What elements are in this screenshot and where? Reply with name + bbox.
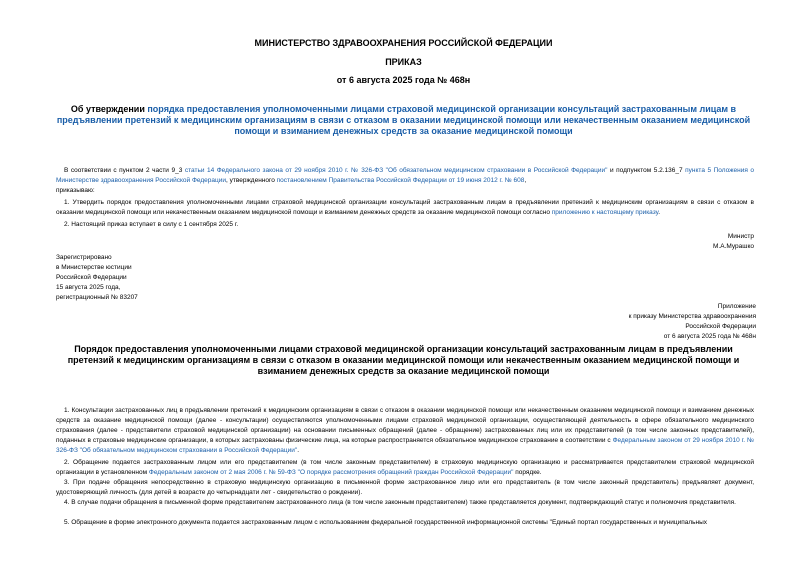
appendix-ref-line-4: от 6 августа 2025 года № 468н <box>663 333 756 340</box>
registration-line-3: Российской Федерации <box>56 274 127 281</box>
signature-name: М.А.Мурашко <box>712 243 754 250</box>
point-4: 4. В случае подачи обращения в письменной форме представителем застрахованного лица (в том числе законным представителем) также представляется документ, подтверждающий статус и полномочия представителя. <box>64 499 736 506</box>
preamble-text-3: , утвержденного <box>226 177 277 184</box>
point-1-text: 1. Консультации застрахованных лиц в предъявлении претензий к медицинским организациям в связи с отказом в оказании медицинской помощи или некачественным оказанием медицинской помощи и взиманием денежных средств за оказание медицинской помощи (далее - консультации) осуществляются уполномоченными лицами страховой медицинской организации, осуществляющей деятельность в сфере обязательного медицинского страхования (далее - представители страховой медицинской организации) на основании письменных обращений (далее - обращение) застрахованных лиц или их представителей (в том числе законных представителей), поданных в страховые медицинские организации, в которых застрахованы физические лица, на которые распространяется обязательное медицинское страхование в соответствии с <box>56 407 754 444</box>
preamble-paragraph <box>56 166 754 186</box>
ministry-heading: МИНИСТЕРСТВО ЗДРАВООХРАНЕНИЯ РОССИЙСКОЙ ФЕДЕРАЦИИ <box>254 38 553 48</box>
point-2-text: 2. Обращение подается застрахованным лицом или его представителем (в том числе законным представителем) в страховую медицинскую организацию и рассматривается представителем страховой медицинской организации в установленном <box>56 459 754 476</box>
law-326-article-link[interactable]: статьи 14 Федерального закона от 29 ноября 2010 г. № 326-ФЗ "Об обязательном медицинском страховании в Российской Федерации" <box>184 167 608 174</box>
appendix-title: Порядок предоставления уполномоченными лицами страховой медицинской организации консультаций застрахованным лицам в предъявлении претензий к медицинским организациям в связи с отказом в оказании медицинской помощи или некачественным оказанием медицинской помощи и взиманием денежных средств за оказание медицинской помощи <box>67 344 740 376</box>
order-item-1-text: 1. Утвердить порядок предоставления уполномоченными лицами страховой медицинской организации консультаций застрахованным лицам в предъявлении претензий к медицинским организациям в связи с отказом в оказании медицинской помощи или некачественным оказанием медицинской помощи и взиманием денежных средств за оказание медицинской помощи согласно <box>56 199 754 216</box>
signature-position: Министр <box>727 233 754 240</box>
appendix-ref-line-3: Российской Федерации <box>685 323 756 330</box>
order-title-link[interactable]: порядка предоставления уполномоченными лицами страховой медицинской организации консультаций застрахованным лицам в предъявлении претензий к медицинским организациям в связи с отказом в оказании медицинской помощи или некачественным оказанием медицинской помощи и взиманием денежных средств за оказание медицинской помощи <box>56 104 751 136</box>
preamble-text-4: , <box>524 177 527 184</box>
point-2 <box>56 458 754 478</box>
preamble-text-1: В соответствии с пунктом 2 части 9_3 <box>64 167 185 174</box>
document-type: ПРИКАЗ <box>385 57 422 67</box>
government-decree-link[interactable]: постановлением Правительства Российской Федерации от 19 июня 2012 г. № 608 <box>276 177 525 184</box>
document-date-number: от 6 августа 2025 года № 468н <box>336 75 471 85</box>
preamble-text-2: и подпунктом 5.2.136_7 <box>607 167 686 174</box>
point-1-end: . <box>297 447 300 454</box>
order-item-2: 2. Настоящий приказ вступает в силу с 1 сентября 2025 г. <box>64 221 239 228</box>
ministry-regulation-link[interactable]: пункта 5 Положения о Министерстве здравоохранения Российской Федерации <box>56 167 755 184</box>
order-item-1-end: . <box>658 209 661 216</box>
registration-line-1: Зарегистрировано <box>56 254 112 261</box>
point-5: 5. Обращение в форме электронного документа подается застрахованным лицом с использованием федеральной государственной информационной системы "Единый портал государственных и муниципальных <box>64 519 708 526</box>
law-59-link[interactable]: Федеральным законом от 2 мая 2006 г. № 59-ФЗ "О порядке рассмотрения обращений граждан Российской Федерации" <box>148 469 514 476</box>
point-3: 3. При подаче обращения непосредственно в страховую медицинскую организацию в письменной форме застрахованное лицо или его представитель (в том числе законный представитель) предъявляет документ, удостоверяющий личность (для детей в возрасте до четырнадцати лет - свидетельство о рождении). <box>56 479 754 496</box>
order-title-prefix: Об утверждении <box>70 104 148 114</box>
appendix-link[interactable]: приложению к настоящему приказу <box>551 209 659 216</box>
appendix-reference <box>556 302 756 342</box>
registration-block <box>56 253 256 303</box>
registration-line-5: регистрационный № 83207 <box>56 294 138 301</box>
appendix-ref-line-2: к приказу Министерства здравоохранения <box>628 313 756 320</box>
law-326-link[interactable]: Федеральным законом от 29 ноября 2010 г. № 326-ФЗ "Об обязательном медицинском страховании в Российской Федерации" <box>56 437 754 454</box>
appendix-ref-line-1: Приложение <box>717 303 756 310</box>
order-item-1 <box>56 198 754 218</box>
order-title <box>40 104 767 137</box>
registration-line-4: 15 августа 2025 года, <box>56 284 121 291</box>
point-2-end: порядке. <box>513 469 542 476</box>
registration-line-2: в Министерстве юстиции <box>56 264 132 271</box>
point-1 <box>56 406 754 456</box>
order-word: приказываю: <box>56 187 95 194</box>
